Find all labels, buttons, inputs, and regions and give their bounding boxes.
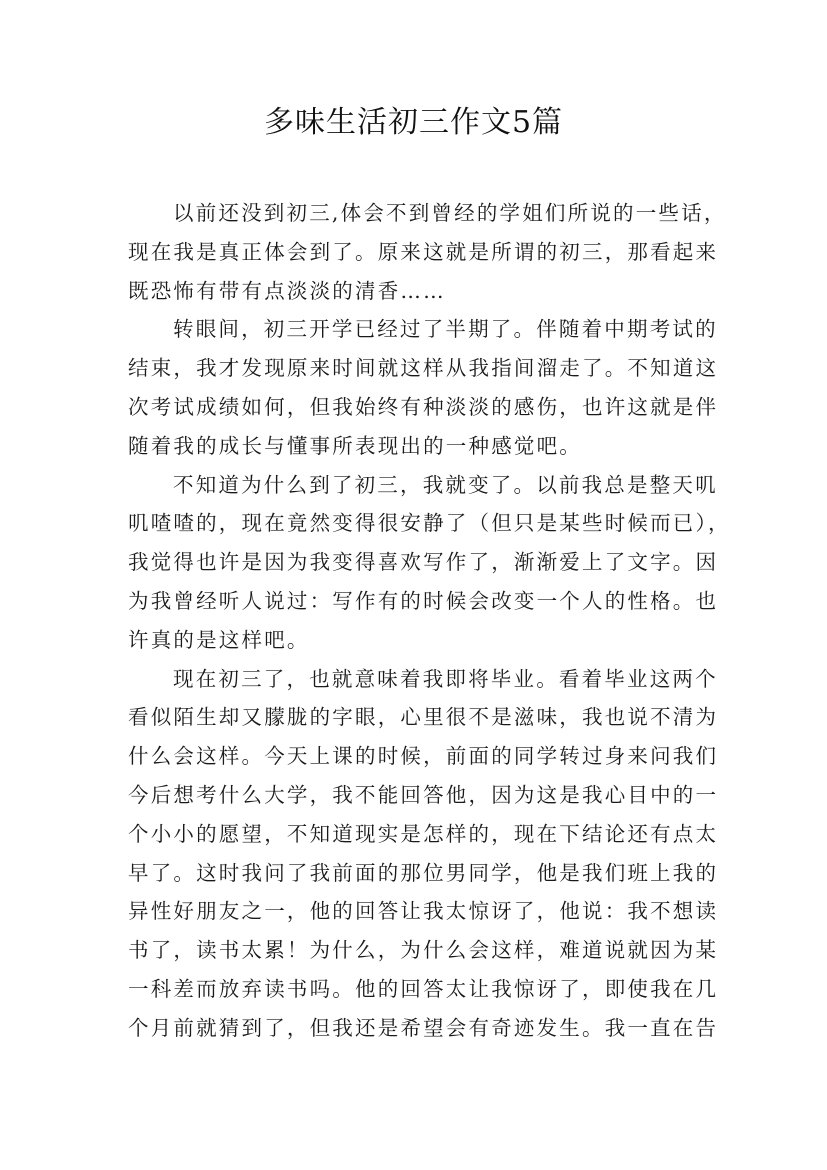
document-title: 多味生活初三作文5篇 (263, 105, 564, 140)
text-line: 以前还没到初三,体会不到曾经的学姐们所说的一些话， (173, 201, 727, 225)
text-line: 随着我的成长与懂事所表现出的一种感觉吧。 (128, 433, 582, 458)
paragraph-3 (128, 466, 731, 660)
text-line: 既恐怖有带有点淡淡的清香…… (128, 278, 446, 303)
text-line: 我觉得也许是因为我变得喜欢写作了，渐渐爱上了文字。因 (128, 550, 719, 575)
text-line: 不知道为什么到了初三，我就变了。以前我总是整天叽 (173, 472, 718, 497)
text-line: 叽喳喳的，现在竟然变得很安静了（但只是某些时候而已）， (128, 511, 731, 536)
text-line: 次考试成绩如何，但我始终有种淡淡的感伤，也许这就是伴 (128, 394, 719, 419)
text-line: 书了，读书太累！为什么，为什么会这样，难道说就因为某 (128, 938, 719, 963)
text-line: 现在我是真正体会到了。原来这就是所谓的初三，那看起来 (128, 239, 719, 264)
text-line: 今后想考什么大学，我不能回答他，因为这是我心目中的一 (128, 782, 719, 807)
text-line: 个小小的愿望，不知道现实是怎样的，现在下结论还有点太 (128, 821, 719, 846)
paragraph-1 (128, 194, 727, 310)
text-line: 为我曾经听人说过：写作有的时候会改变一个人的性格。也 (128, 588, 719, 613)
text-line: 转眼间，初三开学已经过了半期了。伴随着中期考试的 (173, 317, 718, 342)
text-line: 异性好朋友之一，他的回答让我太惊讶了，他说：我不想读 (128, 899, 719, 924)
text-line: 一科差而放弃读书吗。他的回答太让我惊讶了，即使我在几 (128, 976, 719, 1001)
text-line: 现在初三了，也就意味着我即将毕业。看着毕业这两个 (173, 666, 718, 691)
document-body (128, 194, 731, 1048)
paragraph-2 (128, 310, 719, 465)
paragraph-4 (128, 660, 719, 1048)
text-line: 看似陌生却又朦胧的字眼，心里很不是滋味，我也说不清为 (128, 705, 719, 730)
text-line: 什么会这样。今天上课的时候，前面的同学转过身来问我们 (128, 744, 719, 769)
text-line: 许真的是这样吧。 (128, 627, 310, 652)
text-line: 早了。这时我问了我前面的那位男同学，他是我们班上我的 (128, 860, 719, 885)
text-line: 个月前就猜到了，但我还是希望会有奇迹发生。我一直在告 (128, 1015, 719, 1040)
text-line: 结束，我才发现原来时间就这样从我指间溜走了。不知道这 (128, 356, 719, 381)
